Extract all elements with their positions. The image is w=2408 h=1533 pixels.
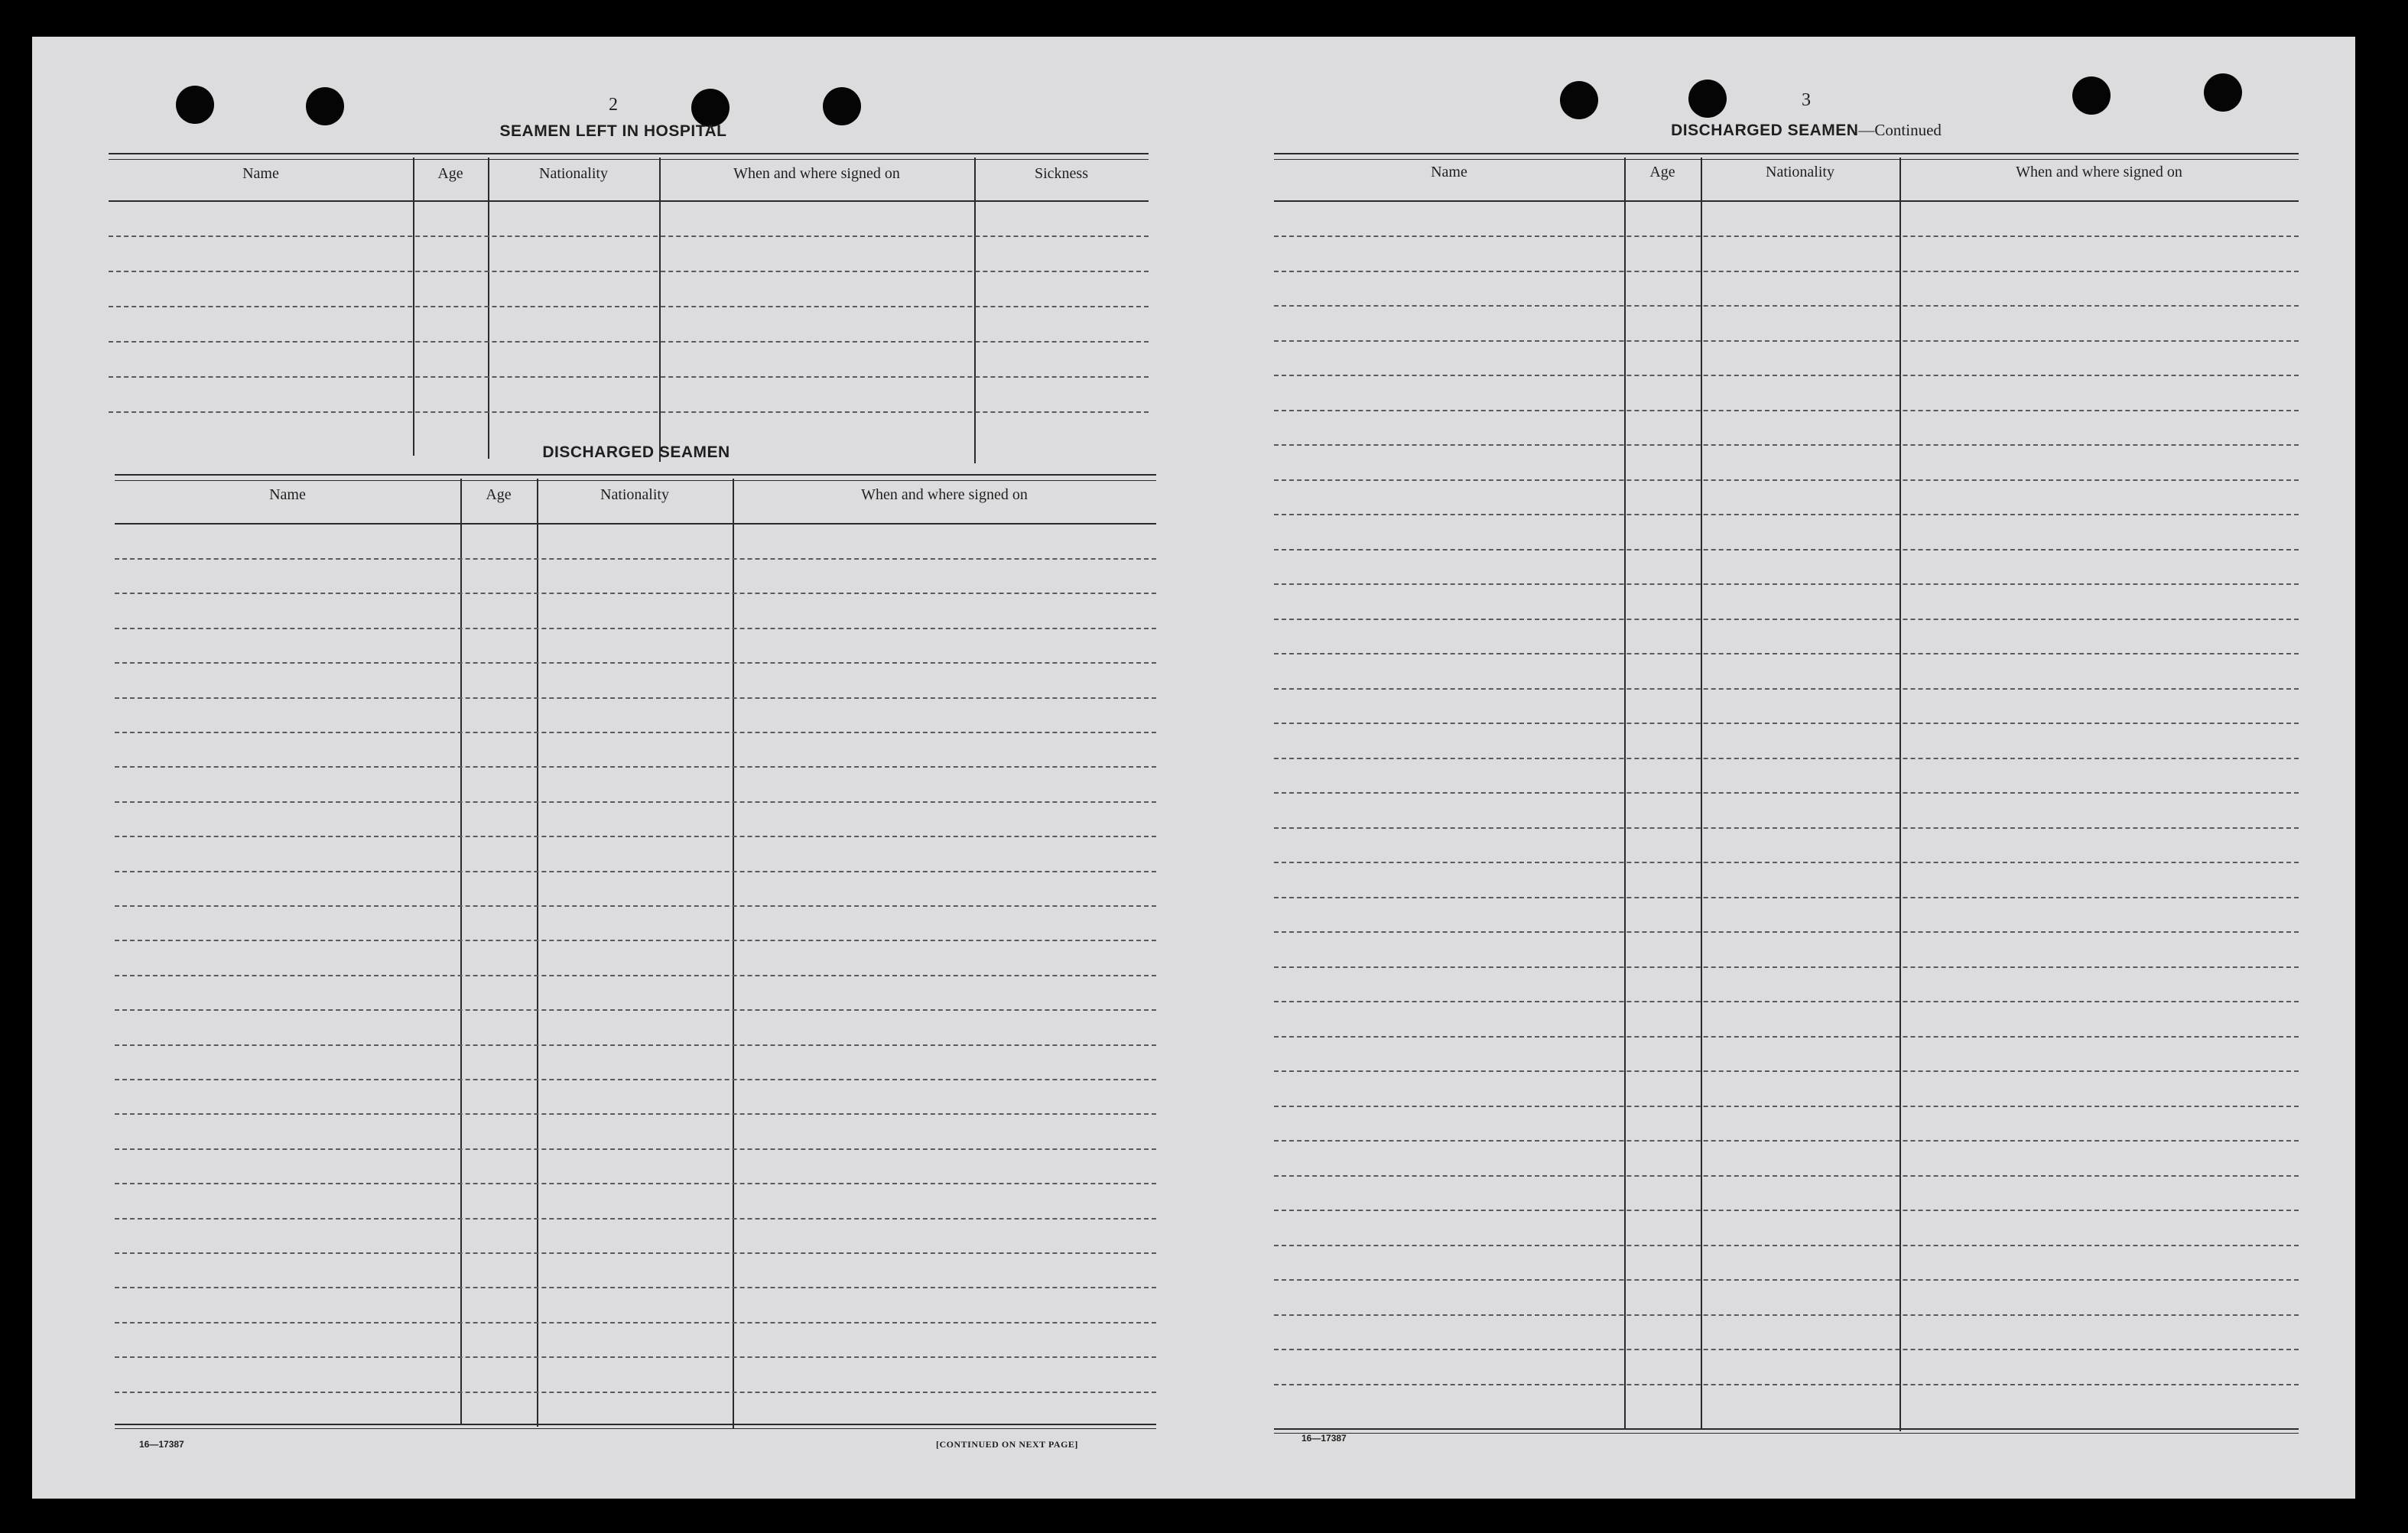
- column-header-name: Name: [269, 486, 306, 503]
- table-row: [1274, 1210, 2299, 1211]
- form-code: 16—17387: [1301, 1433, 1347, 1444]
- table-row: [1274, 1001, 2299, 1002]
- table-row: [109, 411, 1149, 413]
- table-row: [115, 1148, 1156, 1150]
- table-row: [1274, 340, 2299, 342]
- table-row: [1274, 1279, 2299, 1281]
- table-row: [109, 306, 1149, 307]
- table-row: [115, 593, 1156, 594]
- table-row: [1274, 375, 2299, 376]
- page-number: 3: [1802, 90, 1811, 110]
- column-header-sickness: Sickness: [1035, 165, 1088, 182]
- table-row: [1274, 758, 2299, 759]
- table-row: [115, 871, 1156, 872]
- table-row: [115, 558, 1156, 560]
- table-row: [115, 801, 1156, 803]
- table-row: [1274, 1036, 2299, 1038]
- column-header-nationality: Nationality: [600, 486, 669, 503]
- table-row: [115, 662, 1156, 664]
- hospital-section-title: SEAMEN LEFT IN HOSPITAL: [499, 122, 727, 140]
- section-title-suffix: —Continued: [1858, 121, 1942, 139]
- column-header-age: Age: [486, 486, 512, 503]
- table-row: [115, 1009, 1156, 1011]
- column-header-nationality: Nationality: [1766, 164, 1834, 180]
- table-row: [1274, 688, 2299, 690]
- table-row: [115, 975, 1156, 976]
- discharged-continued-title: [1508, 121, 2104, 140]
- discharged-table-header: [115, 486, 1156, 525]
- table-row: [1274, 862, 2299, 863]
- table-row: [1274, 827, 2299, 829]
- table-row: [115, 1113, 1156, 1115]
- table-row: [1274, 1106, 2299, 1107]
- hospital-table: [109, 153, 1149, 462]
- discharged-continued-table-header: [1274, 164, 2299, 202]
- table-row: [115, 1218, 1156, 1220]
- section-title: DISCHARGED SEAMEN: [1671, 122, 1859, 139]
- table-row: [109, 235, 1149, 237]
- table-row: [115, 940, 1156, 941]
- column-header-age: Age: [1649, 164, 1675, 180]
- table-row: [115, 836, 1156, 837]
- table-row: [115, 1287, 1156, 1288]
- table-row: [1274, 966, 2299, 968]
- table-row: [115, 697, 1156, 699]
- continuation-note: [CONTINUED ON NEXT PAGE]: [936, 1439, 1078, 1450]
- table-row: [1274, 792, 2299, 794]
- column-header-signed-on: When and where signed on: [2016, 164, 2182, 180]
- column-header-signed-on: When and where signed on: [733, 165, 900, 182]
- table-row: [1274, 1349, 2299, 1350]
- table-row: [115, 628, 1156, 629]
- table-row: [115, 766, 1156, 768]
- discharged-section-title: DISCHARGED SEAMEN: [542, 443, 730, 461]
- table-row: [115, 1392, 1156, 1393]
- table-row: [1274, 653, 2299, 654]
- column-header-age: Age: [437, 165, 463, 182]
- table-row: [1274, 931, 2299, 933]
- column-header-name: Name: [1431, 164, 1467, 180]
- discharged-table: [115, 474, 1156, 1430]
- table-row: [115, 905, 1156, 907]
- page-number: 2: [609, 95, 618, 115]
- table-row: [115, 1183, 1156, 1184]
- table-row: [1274, 1175, 2299, 1177]
- table-row: [1274, 479, 2299, 481]
- right-page: [1179, 37, 2355, 1499]
- table-row: [109, 341, 1149, 343]
- document-sheet: [32, 37, 2355, 1499]
- column-header-name: Name: [242, 165, 279, 182]
- form-code: 16—17387: [139, 1439, 184, 1450]
- table-row: [109, 271, 1149, 272]
- table-row: [115, 1356, 1156, 1358]
- table-row: [1274, 897, 2299, 898]
- table-row: [109, 376, 1149, 378]
- table-row: [1274, 1245, 2299, 1246]
- table-row: [115, 1079, 1156, 1080]
- column-header-signed-on: When and where signed on: [861, 486, 1028, 503]
- table-row: [1274, 723, 2299, 724]
- hospital-table-header: [109, 165, 1149, 203]
- table-row: [1274, 583, 2299, 585]
- table-row: [1274, 444, 2299, 446]
- table-row: [1274, 514, 2299, 515]
- left-page: [32, 37, 1172, 1499]
- table-row: [1274, 619, 2299, 620]
- table-row: [115, 1044, 1156, 1046]
- column-header-nationality: Nationality: [539, 165, 608, 182]
- table-row: [1274, 1140, 2299, 1142]
- table-row: [115, 1322, 1156, 1324]
- discharged-continued-table: [1274, 153, 2299, 1437]
- table-row: [1274, 549, 2299, 551]
- table-row: [1274, 305, 2299, 307]
- table-row: [115, 732, 1156, 733]
- table-row: [1274, 235, 2299, 237]
- table-row: [115, 1252, 1156, 1254]
- table-row: [1274, 1070, 2299, 1072]
- table-row: [1274, 410, 2299, 411]
- table-row: [1274, 271, 2299, 272]
- table-row: [1274, 1314, 2299, 1316]
- table-row: [1274, 1384, 2299, 1385]
